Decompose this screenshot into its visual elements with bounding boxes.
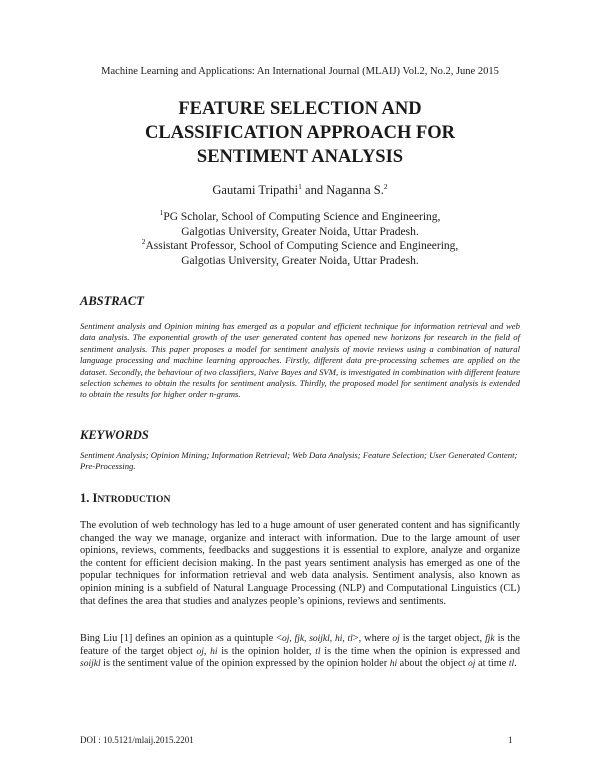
footer-doi: DOI : 10.5121/mlaij.2015.2201 bbox=[80, 735, 194, 745]
affiliation-1-line-1: $^1$PG Scholar, School of Computing Science and Engineering, bbox=[159, 208, 441, 223]
keywords-body: Sentiment Analysis; Opinion Mining; Information Retrieval; Web Data Analysis; Feature Selection; User Generated Content; Pre-Processing. bbox=[80, 450, 518, 472]
affiliations bbox=[0, 210, 600, 268]
section-heading-introduction: 1. INTRODUCTION bbox=[80, 491, 171, 505]
author-2: Naganna S. bbox=[326, 183, 384, 197]
affiliation-1-sup: 1 bbox=[159, 208, 164, 218]
author-1-sup: 1 bbox=[298, 181, 302, 191]
abstract-body: Sentiment analysis and Opinion mining has emerged as a popular and efficient technique for information retrieval and web data analysis. The exponential growth of the user generated content has opened new horizons for research in the field of sentiment analysis. This paper proposes a model for sentiment analysis of movie reviews using a combination of natural language processing and machine learning approaches. Firstly, different data pre-processing schemes are applied on the dataset. Secondly, the behaviour of two classifiers, Naive Bayes and SVM, is investigated in combination with different feature selection schemes to obtain the results for sentiment analysis. Thirdly, the proposed model for sentiment analysis is extended to obtain the results for higher order n-grams. bbox=[80, 321, 520, 400]
title-line-3: SENTIMENT ANALYSIS bbox=[196, 147, 404, 167]
authors bbox=[0, 183, 600, 198]
title-line-1: FEATURE SELECTION AND bbox=[178, 99, 422, 119]
affiliation-1-line-2: Galgotias University, Greater Noida, Uttar Pradesh. bbox=[181, 225, 419, 238]
paper-title bbox=[0, 97, 600, 169]
affiliation-2-line-2: Galgotias University, Greater Noida, Uttar Pradesh. bbox=[181, 254, 419, 267]
journal-header: Machine Learning and Applications: An International Journal (MLAIJ) Vol.2, No.2, June 2015 bbox=[101, 66, 499, 77]
intro-paragraph-1: The evolution of web technology has led to a huge amount of user generated content and has significantly changed the way we manage, organize and interact with information. Due to the large amount of user opinions, reviews, comments, feedbacks and suggestions it is essential to explore, analyze and organize the content for efficient decision making. In the past years sentiment analysis has emerged as one of the popular techniques for information retrieval and web data analysis. Sentiment analysis, also known as opinion mining is a subfield of Natural Language Processing (NLP) and Computational Linguistics (CL) that defines the area that studies and analyzes people’s opinions, reviews and sentiments. bbox=[80, 520, 520, 607]
intro-paragraph-2: Bing Liu [1] defines an opinion as a quintuple <oj, fjk, soijkl, hi, tl>, where oj is the target object, fjk is the feature of the target object oj, hi is the opinion holder, tl is the time when the opinion is expressed and soijkl is the sentiment value of the opinion expressed by the opinion holder hi about the object oj at time tl. bbox=[80, 633, 521, 670]
page-number: 1 bbox=[508, 735, 513, 745]
affiliation-2-line-1: $^2$Assistant Professor, School of Computing Science and Engineering, bbox=[141, 237, 459, 252]
abstract-heading: ABSTRACT bbox=[80, 294, 144, 308]
author-2-sup: 2 bbox=[383, 181, 388, 191]
author-separator: and bbox=[301, 183, 327, 197]
affiliation-2-sup: 2 bbox=[141, 237, 146, 247]
author-1: Gautami Tripathi bbox=[212, 183, 299, 197]
title-line-2: CLASSIFICATION APPROACH FOR bbox=[144, 123, 456, 143]
keywords-heading: KEYWORDS bbox=[80, 428, 149, 442]
